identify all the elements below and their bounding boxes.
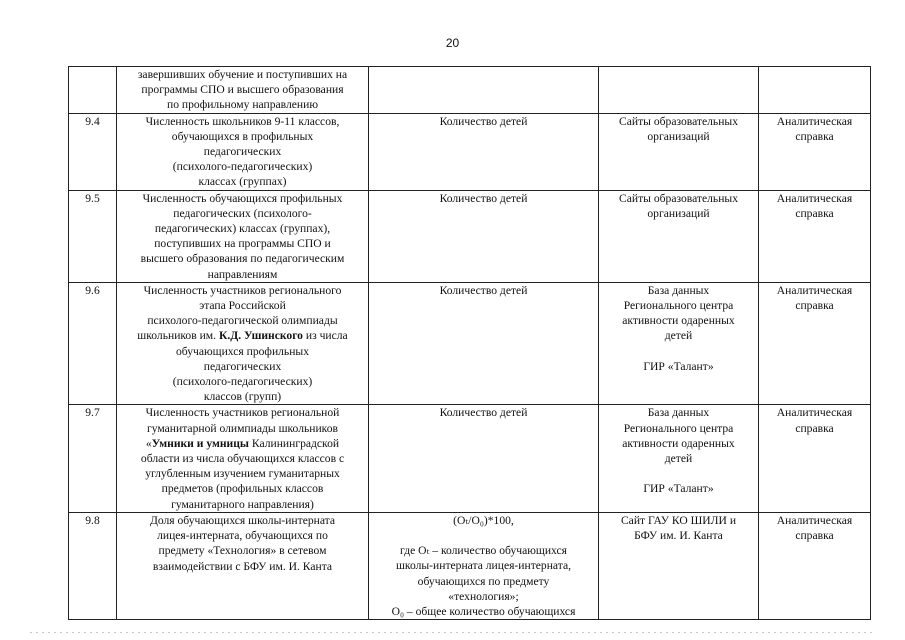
table-row <box>69 113 871 190</box>
olympiad-name: К.Д. Ушинского <box>218 329 303 343</box>
indicator-cell: Численность школьников 9-11 классов, обучающихся в профильных педагогических (психолого-педагогических) классах (группах) <box>117 113 369 190</box>
row-number: 9.5 <box>69 190 117 282</box>
form-cell: Аналитическая справка <box>759 405 871 512</box>
formula: (Oₜ/O₀)*100, <box>453 513 514 527</box>
unit-cell: Количество детей <box>369 113 599 190</box>
source-cell: Сайты образовательных организаций <box>599 113 759 190</box>
row-number <box>69 67 117 114</box>
page-number: 20 <box>445 36 460 50</box>
indicator-cell: Численность участников регионального этапа Российской психолого-педагогической олимпиады школьников им. К.Д. Ушинского из числа обучающихся профильных педагогических (психолого-педагогических) классов (групп) <box>117 282 369 405</box>
table-row <box>69 67 871 114</box>
unit-cell <box>369 67 599 114</box>
unit-cell: (Oₜ/O₀)*100, где Oₜ – количество обучающихся школы-интерната лицея-интерната, обучающихся по предмету «технология»; O₀ – общее количество обучающихся <box>369 512 599 619</box>
source-cell: База данных Регионального центра активности одаренных детей ГИР «Талант» <box>599 405 759 512</box>
form-cell: Аналитическая справка <box>759 113 871 190</box>
indicator-cell: Доля обучающихся школы-интерната лицея-интерната, обучающихся по предмету «Технология» в сетевом взаимодействии с БФУ им. И. Канта <box>117 512 369 619</box>
indicator-cell: Численность участников региональной гуманитарной олимпиады школьников «Умники и умницы Калининградской области из числа обучающихся классов с углубленным изучением гуманитарных предметов (профильных классов гуманитарного направления) <box>117 405 369 512</box>
row-number: 9.6 <box>69 282 117 405</box>
unit-cell: Количество детей <box>369 190 599 282</box>
form-cell: Аналитическая справка <box>759 512 871 619</box>
source-cell: База данных Регионального центра активности одаренных детей ГИР «Талант» <box>599 282 759 405</box>
table-row <box>69 190 871 282</box>
row-number: 9.4 <box>69 113 117 190</box>
row-number: 9.8 <box>69 512 117 619</box>
form-cell: Аналитическая справка <box>759 282 871 405</box>
indicators-table <box>68 66 871 620</box>
form-cell: Аналитическая справка <box>759 190 871 282</box>
form-cell <box>759 67 871 114</box>
table-row <box>69 282 871 405</box>
indicator-cell: Численность обучающихся профильных педагогических (психолого- педагогических) классах (группах), поступивших на программы СПО и высшего образования по педагогическим направлениям <box>117 190 369 282</box>
table-row <box>69 405 871 512</box>
unit-cell: Количество детей <box>369 405 599 512</box>
olympiad-name: Умники и умницы <box>151 436 249 450</box>
table-row <box>69 512 871 619</box>
scan-artifact-line <box>30 632 875 633</box>
indicator-cell: завершивших обучение и поступивших на программы СПО и высшего образования по профильному направлению <box>117 67 369 114</box>
source-cell: Сайты образовательных организаций <box>599 190 759 282</box>
unit-cell: Количество детей <box>369 282 599 405</box>
source-cell <box>599 67 759 114</box>
source-cell: Сайт ГАУ КО ШИЛИ и БФУ им. И. Канта <box>599 512 759 619</box>
row-number: 9.7 <box>69 405 117 512</box>
